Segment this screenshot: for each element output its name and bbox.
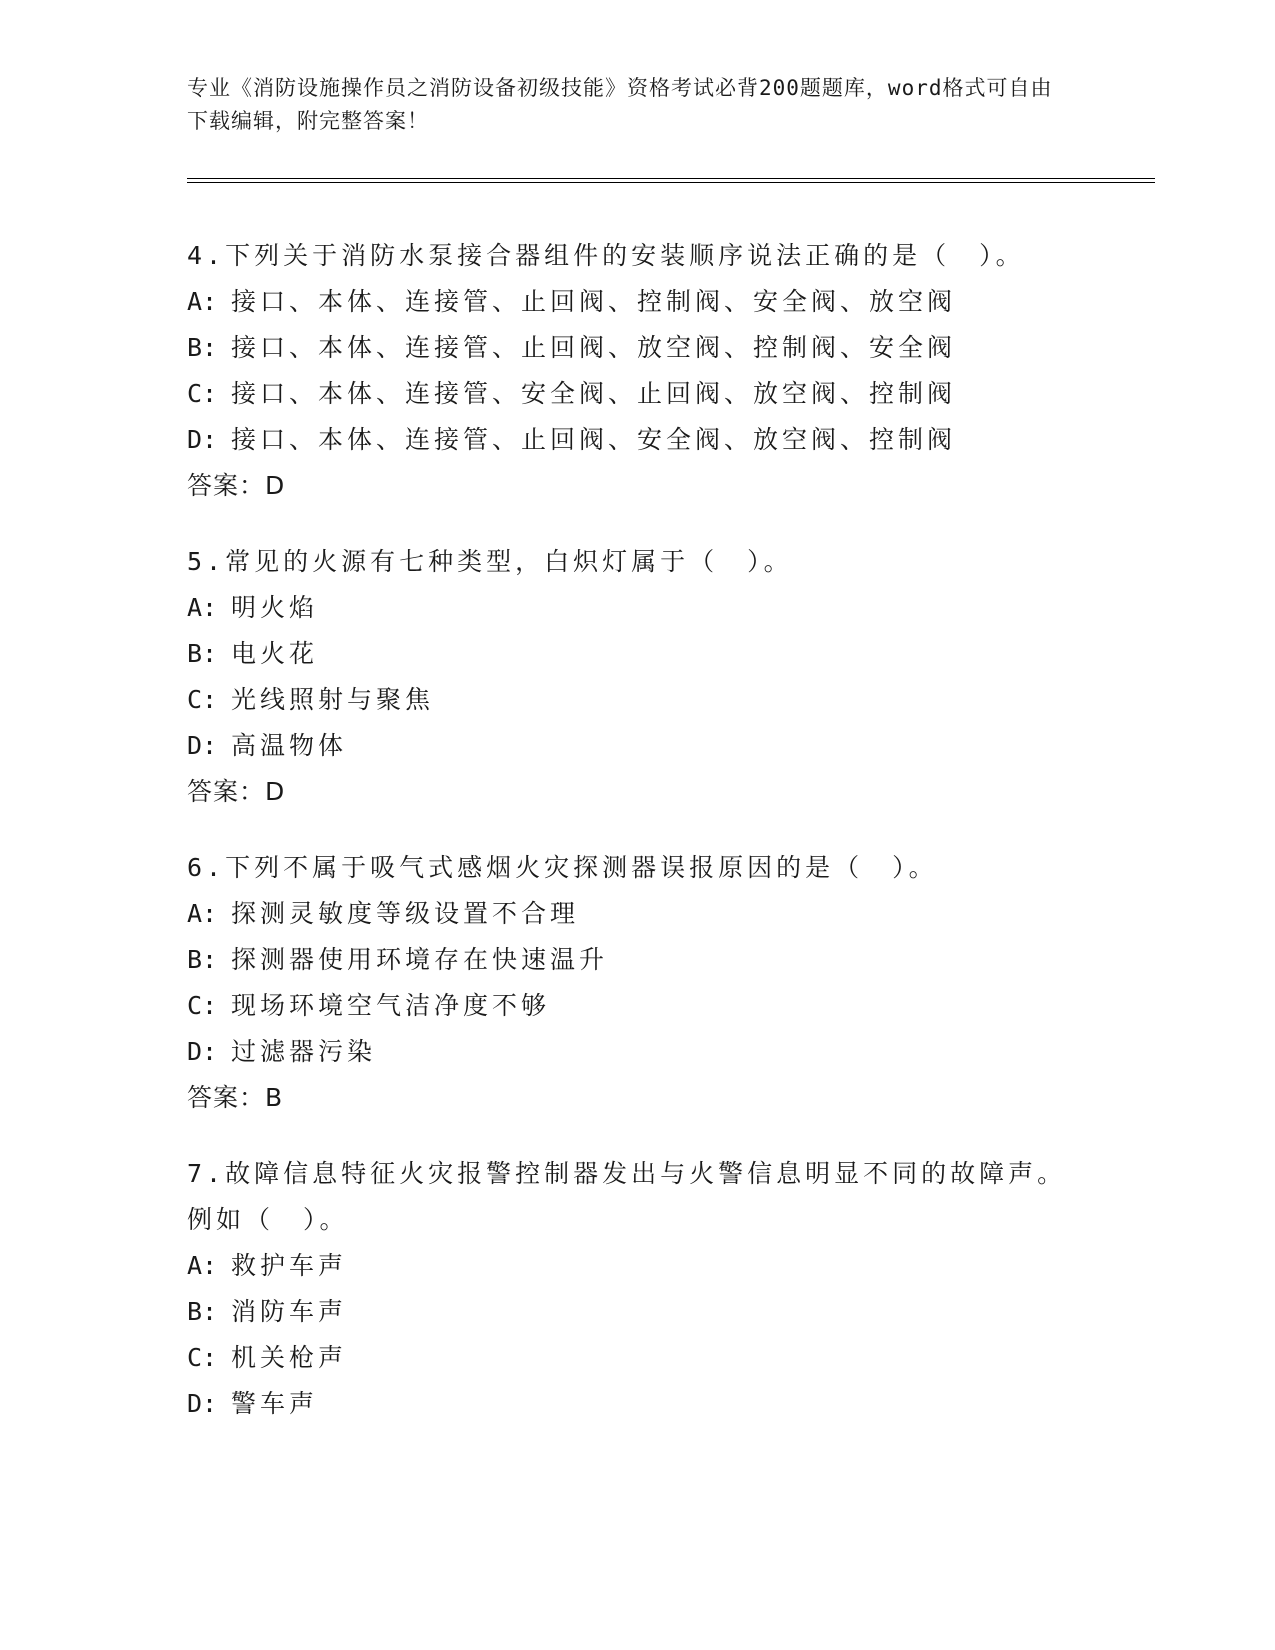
option-c <box>187 677 1087 723</box>
question-5 <box>187 539 1087 815</box>
option-letter: A: <box>187 287 218 316</box>
option-text: 消防车声 <box>231 1297 348 1326</box>
option-text: 接口、本体、连接管、止回阀、放空阀、控制阀、安全阀 <box>231 333 957 362</box>
option-letter: B: <box>187 333 218 362</box>
option-c <box>187 1335 1087 1381</box>
option-text: 明火焰 <box>231 593 319 622</box>
option-text: 光线照射与聚焦 <box>231 685 435 714</box>
option-a <box>187 279 1087 325</box>
option-a <box>187 891 1087 937</box>
option-text: 电火花 <box>231 639 319 668</box>
option-letter: C: <box>187 1343 218 1372</box>
option-letter: C: <box>187 685 218 714</box>
question-list <box>187 233 1087 1457</box>
option-a <box>187 1243 1087 1289</box>
question-stem: 6.下列不属于吸气式感烟火灾探测器误报原因的是（ ）。 <box>187 853 938 882</box>
option-text: 接口、本体、连接管、止回阀、控制阀、安全阀、放空阀 <box>231 287 957 316</box>
option-text: 现场环境空气洁净度不够 <box>231 991 551 1020</box>
option-d <box>187 1029 1087 1075</box>
option-letter: D: <box>187 731 218 760</box>
option-letter: B: <box>187 639 218 668</box>
document-header: 专业《消防设施操作员之消防设备初级技能》资格考试必背200题题库，word格式可自由下载编辑，附完整答案！ <box>187 76 1053 133</box>
option-letter: C: <box>187 379 218 408</box>
option-c <box>187 983 1087 1029</box>
option-text: 探测器使用环境存在快速温升 <box>231 945 609 974</box>
option-letter: D: <box>187 1389 218 1418</box>
header-divider <box>187 178 1155 183</box>
option-letter: C: <box>187 991 218 1020</box>
option-b <box>187 937 1087 983</box>
option-text: 接口、本体、连接管、安全阀、止回阀、放空阀、控制阀 <box>231 379 957 408</box>
option-d <box>187 417 1087 463</box>
answer-line: 答案：D <box>187 471 286 500</box>
question-stem: 5.常见的火源有七种类型，白炽灯属于（ ）。 <box>187 547 793 576</box>
answer-line: 答案：D <box>187 777 286 806</box>
option-text: 过滤器污染 <box>231 1037 377 1066</box>
question-4 <box>187 233 1087 509</box>
option-text: 机关枪声 <box>231 1343 348 1372</box>
option-letter: A: <box>187 1251 218 1280</box>
question-6 <box>187 845 1087 1121</box>
option-letter: D: <box>187 1037 218 1066</box>
question-stem: 4.下列关于消防水泵接合器组件的安装顺序说法正确的是（ ）。 <box>187 241 1025 270</box>
question-stem: 7.故障信息特征火灾报警控制器发出与火警信息明显不同的故障声。例如（ ）。 <box>187 1159 1067 1234</box>
option-letter: D: <box>187 425 218 454</box>
option-b <box>187 325 1087 371</box>
option-text: 接口、本体、连接管、止回阀、安全阀、放空阀、控制阀 <box>231 425 957 454</box>
option-letter: B: <box>187 945 218 974</box>
option-d <box>187 723 1087 769</box>
option-text: 警车声 <box>231 1389 319 1418</box>
option-b <box>187 631 1087 677</box>
option-letter: B: <box>187 1297 218 1326</box>
option-text: 探测灵敏度等级设置不合理 <box>231 899 580 928</box>
option-a <box>187 585 1087 631</box>
option-text: 救护车声 <box>231 1251 348 1280</box>
option-c <box>187 371 1087 417</box>
answer-line: 答案：B <box>187 1083 284 1112</box>
option-d <box>187 1381 1087 1427</box>
option-b <box>187 1289 1087 1335</box>
option-letter: A: <box>187 593 218 622</box>
question-7 <box>187 1151 1087 1427</box>
option-text: 高温物体 <box>231 731 348 760</box>
option-letter: A: <box>187 899 218 928</box>
